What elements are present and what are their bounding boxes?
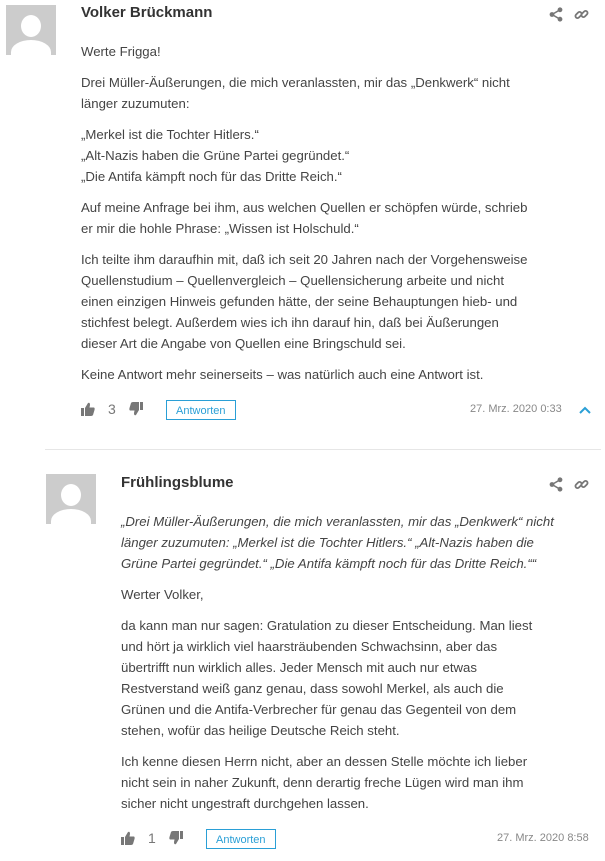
text-line: Quellenstudium – Quellenvergleich – Quellensicherung arbeite und nicht xyxy=(81,273,504,288)
text-line: Drei Müller-Äußerungen, die mich veranlassten, mir das „Denkwerk“ nicht xyxy=(81,75,510,90)
text-line: Ich teilte ihm daraufhin mit, daß ich seit 20 Jahren nach der Vorgehensweise xyxy=(81,252,528,267)
text-line: übertrifft nun wirklich alles. Jeder Mensch mit auch nur etwas xyxy=(121,660,477,675)
text-line: länger zuzumuten: „Merkel ist die Tochter Hitlers.“ „Alt-Nazis haben die xyxy=(121,535,534,550)
like-count: 1 xyxy=(148,830,156,846)
like-count: 3 xyxy=(108,401,116,417)
link-icon[interactable] xyxy=(574,7,589,22)
comment-paragraph xyxy=(121,751,591,814)
comment-quote xyxy=(121,511,591,574)
text-line: „Die Antifa kämpft noch für das Dritte Reich.“ xyxy=(81,169,342,184)
text-line: Auf meine Anfrage bei ihm, aus welchen Quellen er schöpfen würde, schrieb xyxy=(81,200,528,215)
share-icon[interactable] xyxy=(549,477,563,492)
text-line: „Drei Müller-Äußerungen, die mich veranlassten, mir das „Denkwerk“ nicht xyxy=(121,514,554,529)
link-icon[interactable] xyxy=(574,477,589,492)
text-line: Ich kenne diesen Herrn nicht, aber an dessen Stelle möchte ich lieber xyxy=(121,754,528,769)
comment-paragraph xyxy=(81,197,581,239)
text-line: dieser Art die Angabe von Quellen eine Bringschuld sei. xyxy=(81,336,406,351)
text-line: länger zuzumuten: xyxy=(81,96,190,111)
text-line: sicher nicht ungestraft durchgehen lassen. xyxy=(121,796,369,811)
reply-button[interactable]: Antworten xyxy=(166,400,236,420)
thumbs-down-icon[interactable] xyxy=(129,402,143,416)
comment-paragraph xyxy=(81,72,581,114)
thumbs-down-icon[interactable] xyxy=(169,831,183,845)
comment-greeting: Werte Frigga! xyxy=(81,44,161,59)
avatar[interactable] xyxy=(46,474,96,524)
chevron-up-icon[interactable] xyxy=(579,406,591,414)
share-icon[interactable] xyxy=(549,7,563,22)
avatar[interactable] xyxy=(6,5,56,55)
text-line: Grünen und die Antifa-Verbrecher für genau das Gegenteil von dem xyxy=(121,702,517,717)
comment-date[interactable]: 27. Mrz. 2020 0:33 xyxy=(470,403,562,415)
text-line: er mir die hohle Phrase: „Wissen ist Holschuld.“ xyxy=(81,221,359,236)
comment-greeting: Werter Volker, xyxy=(121,587,204,602)
comment-quotes xyxy=(81,124,581,187)
text-line: „Alt-Nazis haben die Grüne Partei gegründet.“ xyxy=(81,148,350,163)
comment-paragraph xyxy=(121,615,591,741)
reply-button[interactable]: Antworten xyxy=(206,829,276,849)
text-line: Restverstand weiß ganz genau, dass sowohl Merkel, als auch die xyxy=(121,681,504,696)
text-line: da kann man nur sagen: Gratulation zu dieser Entscheidung. Man liest xyxy=(121,618,533,633)
thumbs-up-icon[interactable] xyxy=(81,402,95,416)
text-line: und hört ja wirklich viel haarsträubenden Schwachsinn, aber das xyxy=(121,639,498,654)
text-line: Grüne Partei gegründet.“ „Die Antifa kämpft noch für das Dritte Reich.““ xyxy=(121,556,537,571)
text-line: stichfest belegt. Außerdem wies ich ihn darauf hin, daß bei Äußerungen xyxy=(81,315,499,330)
comment-body xyxy=(121,511,591,814)
thumbs-up-icon[interactable] xyxy=(121,831,135,845)
comment-date[interactable]: 27. Mrz. 2020 8:58 xyxy=(497,832,589,844)
comment-footer xyxy=(81,400,596,422)
text-line: einen einzigen Hinweis gefunden hätte, der seine Behauptungen hieb- und xyxy=(81,294,518,309)
divider xyxy=(45,449,601,450)
text-line: „Merkel ist die Tochter Hitlers.“ xyxy=(81,127,259,142)
text-line: stehen, wofür das heilige Deutsche Reich steht. xyxy=(121,723,400,738)
comment-paragraph xyxy=(81,249,581,354)
comment-paragraph: Keine Antwort mehr seinerseits – was natürlich auch eine Antwort ist. xyxy=(81,367,484,382)
comment-author[interactable]: Volker Brückmann xyxy=(81,4,213,21)
comment-footer xyxy=(121,829,596,851)
text-line: nicht sein in naher Zukunft, denn derartig freche Lügen wird man ihm xyxy=(121,775,524,790)
comment-body xyxy=(81,41,581,385)
comment-author[interactable]: Frühlingsblume xyxy=(121,474,234,491)
comment-actions xyxy=(549,7,589,23)
comment-actions xyxy=(549,477,589,493)
